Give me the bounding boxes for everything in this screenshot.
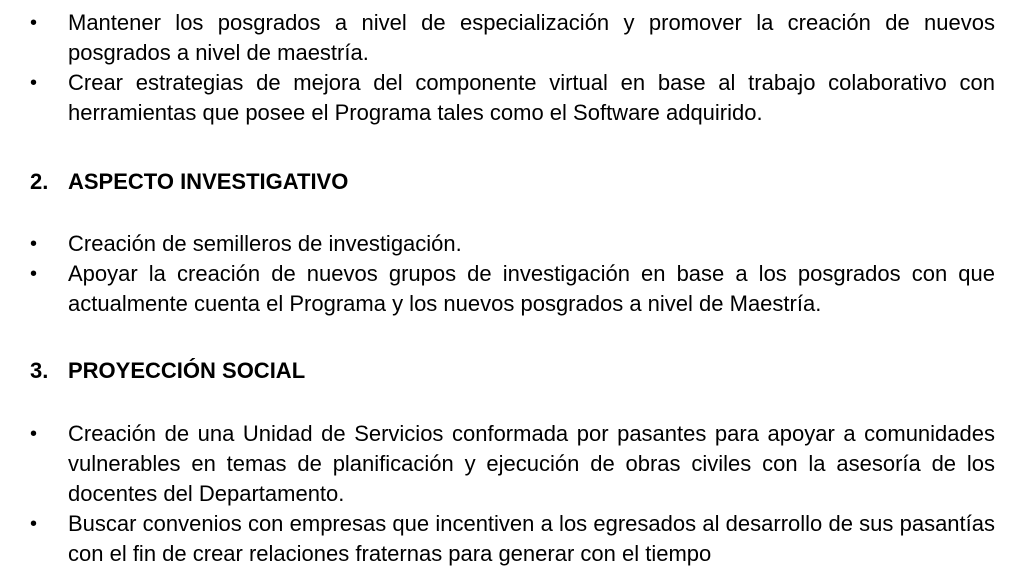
section-title: PROYECCIÓN SOCIAL <box>68 358 306 383</box>
bullet-icon: • <box>30 513 38 535</box>
bullet-text: Apoyar la creación de nuevos grupos de investigación en base a los posgrados con que actualmente cuenta el Programa y los nuevos posgrados a nivel de Maestría. <box>68 261 995 316</box>
bullet-text: Buscar convenios con empresas que incentiven a los egresados al desarrollo de sus pasantías con el fin de crear relaciones fraternas para generar con el tiempo <box>68 511 995 566</box>
section-1-bullet-list <box>0 8 1027 128</box>
bullet-text: Mantener los posgrados a nivel de especialización y promover la creación de nuevos posgrados a nivel de maestría. <box>68 10 995 65</box>
bullet-icon: • <box>30 263 38 285</box>
list-item <box>0 229 995 259</box>
bullet-text: Creación de semilleros de investigación. <box>68 231 462 256</box>
bullet-icon: • <box>30 72 38 94</box>
bullet-icon: • <box>30 12 38 34</box>
list-item <box>0 68 995 128</box>
bullet-text: Creación de una Unidad de Servicios conformada por pasantes para apoyar a comunidades vulnerables en temas de planificación y ejecución de obras civiles con la asesoría de los docentes del Departamento. <box>68 421 995 506</box>
list-item <box>0 259 995 319</box>
section-2-bullet-list <box>0 229 1027 319</box>
list-item <box>0 509 995 569</box>
section-title: ASPECTO INVESTIGATIVO <box>68 169 349 194</box>
list-item <box>0 419 995 509</box>
section-number: 2. <box>30 169 49 194</box>
section-3-bullet-list <box>0 419 1027 569</box>
list-item <box>0 8 995 68</box>
bullet-icon: • <box>30 233 38 255</box>
bullet-icon: • <box>30 423 38 445</box>
section-number: 3. <box>30 358 49 383</box>
bullet-text: Crear estrategias de mejora del componente virtual en base al trabajo colaborativo con herramientas que posee el Programa tales como el Software adquirido. <box>68 70 995 125</box>
